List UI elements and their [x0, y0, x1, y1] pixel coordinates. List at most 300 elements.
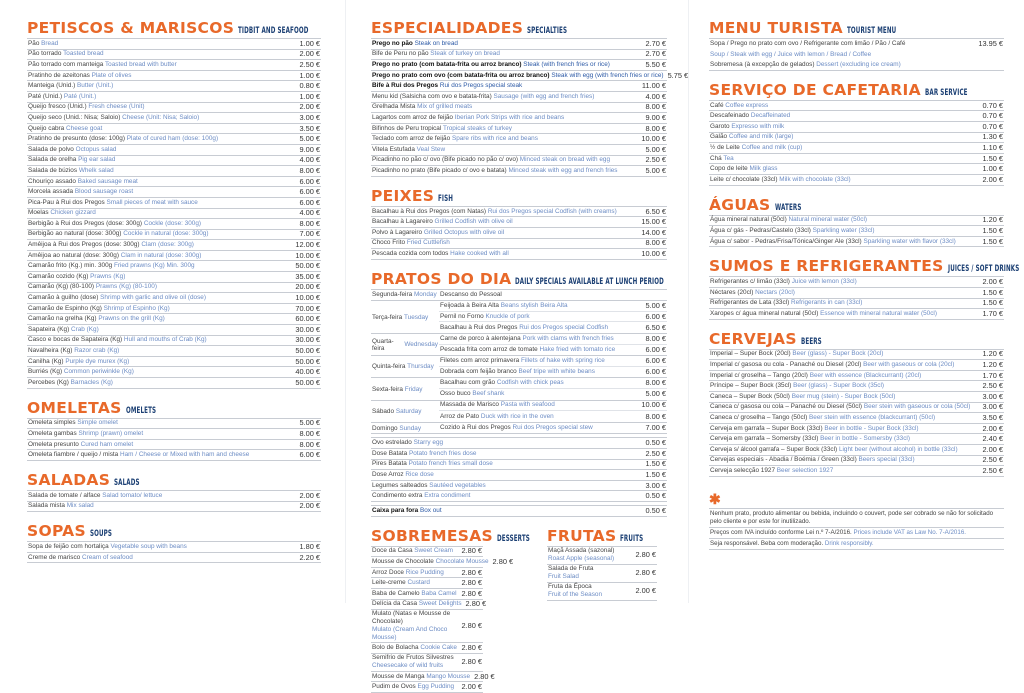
menu-item-text	[710, 112, 978, 120]
menu-item	[709, 299, 1004, 310]
menu-item	[27, 553, 321, 564]
section-title-en: DAILY SPECIALS AVAILABLE AT LUNCH PERIOD	[515, 276, 665, 287]
day-label	[371, 290, 439, 301]
day-name-en: Tuesday	[403, 313, 429, 321]
note-en: Prices include VAT as Law No. 7-A/2016.	[853, 528, 966, 536]
item-name-pt: Bolo de Bolacha	[372, 643, 419, 651]
item-list	[371, 289, 667, 517]
item-name-en: Pork with clams with french fries	[522, 334, 614, 342]
item-price: 12.00 €	[295, 240, 320, 250]
menu-item	[709, 360, 1004, 371]
section-turista	[709, 19, 1004, 71]
item-name-en: Beer mug (stein) - Super Bock (50cl)	[791, 392, 896, 400]
menu-item-text	[372, 250, 637, 258]
section-title-en: BAR SERVICE	[924, 87, 968, 98]
item-name-en: Nectars (20cl)	[755, 288, 795, 296]
menu-item	[709, 381, 1004, 392]
item-name-pt: Prego no prato com ovo (com batata-frita ou arroz branco)	[372, 71, 550, 79]
item-name-pt: Pica-Pau à Rui dos Pregos	[28, 198, 105, 206]
item-name-pt: Pratinho de presunto (dose: 100g)	[28, 135, 125, 143]
menu-item-text	[710, 40, 974, 48]
item-list	[27, 418, 321, 461]
menu-item-text	[372, 167, 641, 175]
item-name-pt: Néctares (20cl)	[710, 288, 754, 296]
item-price: 0.70 €	[982, 111, 1003, 121]
item-price: 3.00 €	[299, 112, 320, 122]
menu-item	[371, 438, 667, 449]
menu-item	[27, 60, 321, 71]
item-name-pt: Berbigão ao natural (dose: 300g)	[28, 230, 122, 238]
item-name-pt: Moelas	[28, 209, 49, 217]
item-name-pt: Xaropes c/ água mineral natural (50cl)	[710, 309, 819, 317]
item-name-en: Purple dye murex (Kg)	[65, 357, 130, 365]
menu-item-text	[28, 209, 295, 217]
asterisk-icon: ✱	[709, 490, 721, 507]
menu-item-text	[710, 155, 978, 163]
item-name-pt: Legumes salteados	[372, 481, 428, 489]
section-title-en: OMELETS	[125, 405, 156, 416]
item-name-pt: Camarão de Espinho (Kg)	[28, 304, 102, 312]
item-name-pt: Maçã Assada (sazonal)	[548, 547, 615, 555]
item-price: 1.30 €	[982, 132, 1003, 142]
item-price: 1.50 €	[982, 287, 1003, 297]
day-name-pt: Quinta-feira	[372, 363, 406, 371]
menu-column-2	[371, 0, 689, 693]
menu-item-text	[28, 430, 295, 438]
menu-item	[27, 156, 321, 167]
item-name-en: Crab (Kg)	[71, 325, 99, 333]
menu-item	[439, 345, 667, 356]
section-title-frutas	[547, 527, 657, 545]
item-name-pt: Café	[710, 101, 724, 109]
item-list	[27, 38, 321, 389]
item-name-pt: Sapateira (Kg)	[28, 325, 70, 333]
menu-item-text	[440, 413, 641, 421]
day-label	[371, 334, 439, 355]
item-price: 2.50 €	[982, 381, 1003, 391]
item-name-en: Vegetable soup with beans	[110, 542, 187, 550]
item-name-pt: Semifrio de Frutos Silvestres	[372, 654, 454, 662]
item-price: 0.50 €	[645, 505, 666, 515]
day-dishes	[439, 423, 667, 434]
item-name-pt: Pires Batata	[372, 460, 407, 468]
menu-item-text	[710, 403, 978, 411]
item-name-en: Extra condiment	[424, 492, 471, 500]
menu-item-text	[710, 382, 978, 390]
item-name-pt: Pudim de Ovos	[372, 683, 416, 691]
menu-item	[27, 230, 321, 241]
item-list	[371, 38, 689, 177]
item-name-pt: Cervejas especiais - Abadia / Boémia / Green (33cl)	[710, 456, 857, 464]
item-price: 3.00 €	[982, 391, 1003, 401]
item-name-pt: Mousse de Manga	[372, 672, 425, 680]
day-name-en: Thursday	[407, 363, 434, 371]
item-name-en: Decaffeinated	[750, 112, 791, 120]
item-name-pt: Caneca c/ groselha – Tango (50cl)	[710, 414, 808, 422]
menu-item-text	[28, 50, 295, 58]
item-name-pt: Prego no prato (com batata-frita ou arroz branco)	[372, 60, 522, 68]
menu-item-text	[710, 216, 978, 224]
section-aguas	[709, 196, 1004, 248]
item-name-en: Rui dos Pregos special steak	[439, 82, 523, 90]
day-name-pt: Domingo	[372, 424, 398, 432]
item-name-pt: Creme de marisco	[28, 553, 81, 561]
item-name-pt: Salada mista	[28, 502, 65, 510]
item-name-pt: Amêijoa ao natural (dose: 300g)	[28, 251, 119, 259]
day-label	[371, 356, 439, 377]
menu-item	[27, 336, 321, 347]
item-name-pt: Camarão frito (Kg.) min. 300g	[28, 262, 113, 270]
menu-item	[709, 133, 1004, 144]
item-price: 2.80 €	[461, 567, 482, 577]
item-name-en: Light beer (without alcohol) in bottle (33cl)	[838, 445, 958, 453]
menu-item	[709, 434, 1004, 445]
menu-item	[371, 589, 483, 600]
item-list	[27, 541, 321, 563]
footer-note	[709, 509, 1004, 528]
footer-notes	[709, 508, 1004, 550]
menu-item-text	[28, 347, 291, 355]
item-price: 6.00 €	[645, 367, 666, 377]
daily-special-day	[371, 423, 667, 435]
item-name-en: Juice with lemon (33cl)	[791, 278, 857, 286]
menu-item	[439, 401, 667, 412]
item-name-en: Fillets of hake with spring rice	[520, 357, 605, 365]
menu-item-text	[440, 335, 641, 343]
menu-item-text	[440, 379, 641, 387]
item-price: 2.20 €	[299, 552, 320, 562]
menu-item	[371, 207, 667, 218]
menu-item	[371, 682, 483, 693]
menu-item-text	[28, 543, 295, 551]
item-price: 14.00 €	[641, 227, 666, 237]
item-name-en: Bread	[41, 39, 59, 47]
item-name-en: Mix salad	[66, 502, 94, 510]
item-name-en: Beer stein with essence (blackcurrant) (50cl)	[809, 414, 936, 422]
column-divider	[688, 0, 689, 603]
item-name-en: Prawns (Kg) (80-100)	[95, 283, 157, 291]
item-price: 1.70 €	[982, 308, 1003, 318]
menu-item-text	[28, 241, 291, 249]
item-name-en: Duck with rice in the oven	[480, 412, 554, 420]
item-name-en: Beer selection 1927	[776, 467, 834, 475]
menu-item-text	[372, 82, 638, 90]
menu-item	[709, 164, 1004, 175]
section-title-peixes	[371, 187, 667, 205]
item-name-pt: Salada de orelha	[28, 156, 77, 164]
item-name-pt: Morcela assada	[28, 188, 74, 196]
item-name-pt: Bifinhos de Peru tropical	[372, 124, 442, 132]
item-price: 3.50 €	[982, 413, 1003, 423]
item-price: 8.00 €	[299, 218, 320, 228]
item-name-en: Sausage (with egg and french fries)	[493, 92, 595, 100]
footer-note	[709, 539, 1004, 550]
item-price: 50.00 €	[295, 261, 320, 271]
menu-item	[709, 237, 1004, 248]
item-name-pt: Fruta da Época	[548, 583, 592, 591]
menu-item-text	[28, 82, 295, 90]
menu-item	[709, 403, 1004, 414]
item-name-en: Plate of cured ham (dose: 100g)	[126, 135, 219, 143]
item-name-en: Rice dose	[405, 470, 434, 478]
item-price: 2.80 €	[461, 546, 482, 556]
menu-item-text	[372, 644, 457, 652]
menu-item	[709, 216, 1004, 227]
menu-item	[709, 175, 1004, 186]
item-name-pt: Camarão (Kg) (80-100)	[28, 283, 95, 291]
menu-item	[27, 92, 321, 103]
menu-item-text	[372, 72, 664, 80]
item-price: 1.50 €	[982, 236, 1003, 246]
day-name-pt: Segunda-feira	[372, 291, 413, 299]
item-name-pt: Pratinho de azeitonas	[28, 71, 90, 79]
item-name-en: Hull and mouths of Crab (Kg)	[123, 336, 207, 344]
item-name-en: Rui dos Pregos special stew	[512, 424, 593, 432]
menu-item	[371, 249, 667, 260]
item-name-pt: Pescada frita com arroz de tomate	[440, 345, 538, 353]
menu-item	[371, 578, 483, 589]
item-name-pt: Leite-creme	[372, 579, 406, 587]
menu-item	[27, 325, 321, 336]
item-name-en: Box out	[419, 506, 442, 514]
section-title-en: WATERS	[774, 202, 801, 213]
section-title-en: TIDBIT AND SEAFOOD	[238, 26, 309, 36]
item-name-pt: Água mineral natural (50cl)	[710, 216, 787, 224]
day-dishes	[439, 401, 667, 422]
item-name-pt: Grelhada Mista	[372, 103, 416, 111]
item-name-pt: Vitela Estufada	[372, 145, 415, 153]
item-name-en: Shrimp of Espinho (Kg)	[103, 304, 170, 312]
section-title-sopas	[27, 522, 321, 540]
section-title-pt: SOPAS	[27, 522, 86, 541]
item-name-pt: Picadinho no prato (Bife picado c/ ovo e batata)	[372, 166, 507, 174]
menu-item	[709, 50, 1004, 61]
day-name-pt: Sábado	[372, 407, 395, 415]
item-name-pt: Descanso do Pessoal	[440, 290, 502, 298]
menu-item	[371, 506, 667, 517]
item-price: 8.00 €	[645, 411, 666, 421]
menu-item	[709, 154, 1004, 165]
item-list	[709, 276, 1004, 319]
menu-item	[371, 239, 667, 250]
item-name-pt: Casco e bocas de Sapateira (Kg)	[28, 336, 123, 344]
menu-item	[371, 449, 667, 460]
menu-item-text	[548, 547, 631, 563]
menu-item	[547, 565, 657, 583]
item-price: 13.95 €	[978, 39, 1003, 49]
item-price: 60.00 €	[295, 314, 320, 324]
item-price: 6.00 €	[299, 176, 320, 186]
menu-item	[27, 50, 321, 61]
item-name-en: Octopus salad	[75, 145, 117, 153]
item-name-en: Fruit of the Season	[548, 591, 602, 599]
item-name-pt: Descafeinado	[710, 112, 750, 120]
item-price: 8.00 €	[299, 439, 320, 449]
menu-item-text	[372, 218, 637, 226]
desserts-fruits	[371, 527, 667, 693]
item-name-en: Cheese goat	[66, 124, 103, 132]
item-price: 2.80 €	[461, 642, 482, 652]
item-name-pt: Paté (Unid.)	[28, 92, 63, 100]
item-price: 35.00 €	[295, 271, 320, 281]
item-name-en: Coffee and milk (cup)	[741, 143, 803, 151]
item-name-pt: Pescada cozida com todos	[372, 249, 449, 257]
menu-item-text	[710, 144, 978, 152]
item-price: 2.00 €	[982, 174, 1003, 184]
menu-item	[371, 81, 667, 92]
item-price: 1.00 €	[299, 91, 320, 101]
item-name-en: Chocolate Mousse	[435, 557, 489, 565]
section-title-turista	[709, 19, 1004, 37]
menu-item-text	[372, 450, 641, 458]
item-price: 1.70 €	[982, 370, 1003, 380]
menu-item	[27, 103, 321, 114]
menu-item	[27, 450, 321, 461]
item-price: 50.00 €	[295, 377, 320, 387]
menu-item-text	[28, 419, 295, 427]
item-name-en: Rui dos Pregos special Codfish	[519, 323, 609, 331]
item-price: 1.50 €	[645, 469, 666, 479]
item-price: 2.00 €	[299, 490, 320, 500]
menu-item	[709, 392, 1004, 403]
item-price: 0.70 €	[982, 121, 1003, 131]
item-name-pt: Percebes (Kg)	[28, 378, 69, 386]
item-name-pt: Bife de Peru no pão	[372, 50, 429, 58]
item-name-en: Beer (glass) - Super Bock (35cl)	[793, 382, 885, 390]
item-price: 10.00 €	[641, 400, 666, 410]
item-price: 6.50 €	[645, 322, 666, 332]
menu-item-text	[28, 135, 295, 143]
menu-item	[371, 124, 667, 135]
item-name-en: Spare ribs with rice and beans	[451, 135, 538, 143]
item-price: 10.00 €	[641, 134, 666, 144]
item-price: 1.00 €	[982, 164, 1003, 174]
item-name-en: Codfish with chick peas	[496, 379, 564, 387]
item-name-pt: Choco Frito	[372, 239, 406, 247]
item-name-pt: Sobremesa (à excepção de gelados)	[710, 60, 815, 68]
menu-item-text	[372, 229, 637, 237]
item-price: 6.50 €	[645, 206, 666, 216]
menu-item	[371, 568, 483, 579]
menu-item-text	[372, 40, 641, 48]
menu-item-text	[28, 252, 291, 260]
item-price: 2.80 €	[474, 671, 495, 681]
menu-item-text	[710, 289, 978, 297]
item-name-en: Chicken gizzard	[50, 209, 96, 217]
item-name-pt: Cerveja em garrafa – Somersby (33cl)	[710, 435, 819, 443]
item-name-en: Tropical steaks of turkey	[442, 124, 512, 132]
menu-item	[27, 419, 321, 430]
menu-item	[439, 378, 667, 389]
item-name-pt: Queijo fresco (Unid.)	[28, 103, 87, 111]
item-name-pt: Salada de tomate / alface	[28, 491, 101, 499]
menu-item	[439, 290, 667, 301]
item-price: 10.00 €	[641, 248, 666, 258]
item-name-en: Baked sausage meat	[77, 177, 138, 185]
section-title-en: SPECIALTIES	[527, 26, 568, 36]
menu-item-text	[372, 507, 641, 515]
item-price: 5.00 €	[645, 144, 666, 154]
section-cafetaria	[709, 81, 1004, 186]
menu-item-text	[28, 188, 295, 196]
item-price: 9.00 €	[645, 112, 666, 122]
item-name-pt: Pão torrado com manteiga	[28, 60, 104, 68]
section-especialidades	[371, 19, 689, 177]
menu-item-text	[372, 482, 641, 490]
item-name-en: Barnacles (Kg)	[70, 378, 113, 386]
menu-item	[371, 460, 667, 471]
menu-item-text	[28, 167, 295, 175]
note-en: Drink responsibly.	[824, 539, 874, 547]
section-title-sobremesas	[371, 526, 530, 545]
menu-item	[439, 411, 667, 422]
item-name-en: Fried prawns (Kg) Min. 300g	[113, 262, 195, 270]
menu-item	[27, 304, 321, 315]
menu-item-text	[440, 390, 641, 398]
item-price: 1.20 €	[982, 215, 1003, 225]
item-price: 1.10 €	[982, 142, 1003, 152]
item-name-en: Plate of olives	[91, 71, 132, 79]
item-name-en: Refrigerants in can (33cl)	[791, 299, 863, 307]
menu-item-text	[28, 199, 295, 207]
item-name-en: Iberian Pork Strips with rice and beans	[454, 113, 565, 121]
menu-item-text	[28, 315, 291, 323]
menu-item	[27, 502, 321, 513]
section-title-pt: SOBREMESAS	[371, 526, 494, 545]
item-price: 2.00 €	[299, 501, 320, 511]
menu-item-text	[372, 135, 637, 143]
item-price: 5.00 €	[645, 301, 666, 311]
item-name-pt: Salada de Fruta	[548, 565, 594, 573]
item-price: 15.00 €	[641, 217, 666, 227]
section-petiscos	[27, 19, 321, 389]
item-price: 9.00 €	[299, 144, 320, 154]
item-name-en: Prawns (Kg)	[90, 272, 126, 280]
item-name-en: Grilled Codfish with olive oil	[434, 218, 513, 226]
section-title-aguas	[709, 196, 1004, 214]
item-name-en: Fried Cuttlefish	[406, 239, 450, 247]
item-name-pt: Mousse de Chocolate	[372, 557, 434, 565]
menu-item	[371, 470, 667, 481]
section-frutas	[547, 527, 657, 693]
item-price: 1.80 €	[299, 541, 320, 551]
item-name-pt: Arroz de Pato	[440, 412, 480, 420]
item-price: 5.00 €	[645, 389, 666, 399]
menu-item	[27, 81, 321, 92]
item-name-pt: ½ de Leite	[710, 143, 740, 151]
item-name-pt: Amêijoa à Rui dos Pregos (dose: 300g)	[28, 241, 140, 249]
section-title-en: SOUPS	[89, 529, 112, 540]
item-name-pt: Cerveja selecção 1927	[710, 467, 776, 475]
item-price: 2.50 €	[982, 455, 1003, 465]
menu-item	[27, 378, 321, 389]
item-price: 11.00 €	[641, 81, 666, 91]
item-name-en: Beef shank	[472, 390, 505, 398]
menu-item-text	[440, 357, 641, 365]
item-name-pt: Carne de porco à alentejana	[440, 334, 521, 342]
menu-item-text	[710, 350, 978, 358]
day-name-pt: Sexta-feira	[372, 385, 403, 393]
menu-item-text	[710, 176, 978, 184]
item-price: 2.00 €	[299, 102, 320, 112]
item-name-en: Beer in bottle - Super Bock (33cl)	[824, 424, 919, 432]
item-name-pt: Omeleta gambas	[28, 429, 77, 437]
item-name-pt: Imperial c/ gasosa ou cola - Panaché ou Diesel (20cl)	[710, 361, 862, 369]
item-name-en: Common periwinkle (Kg)	[63, 368, 134, 376]
item-name-en: Knuckle of pork	[485, 312, 530, 320]
menu-item-text	[28, 451, 295, 459]
item-price: 1.50 €	[982, 153, 1003, 163]
